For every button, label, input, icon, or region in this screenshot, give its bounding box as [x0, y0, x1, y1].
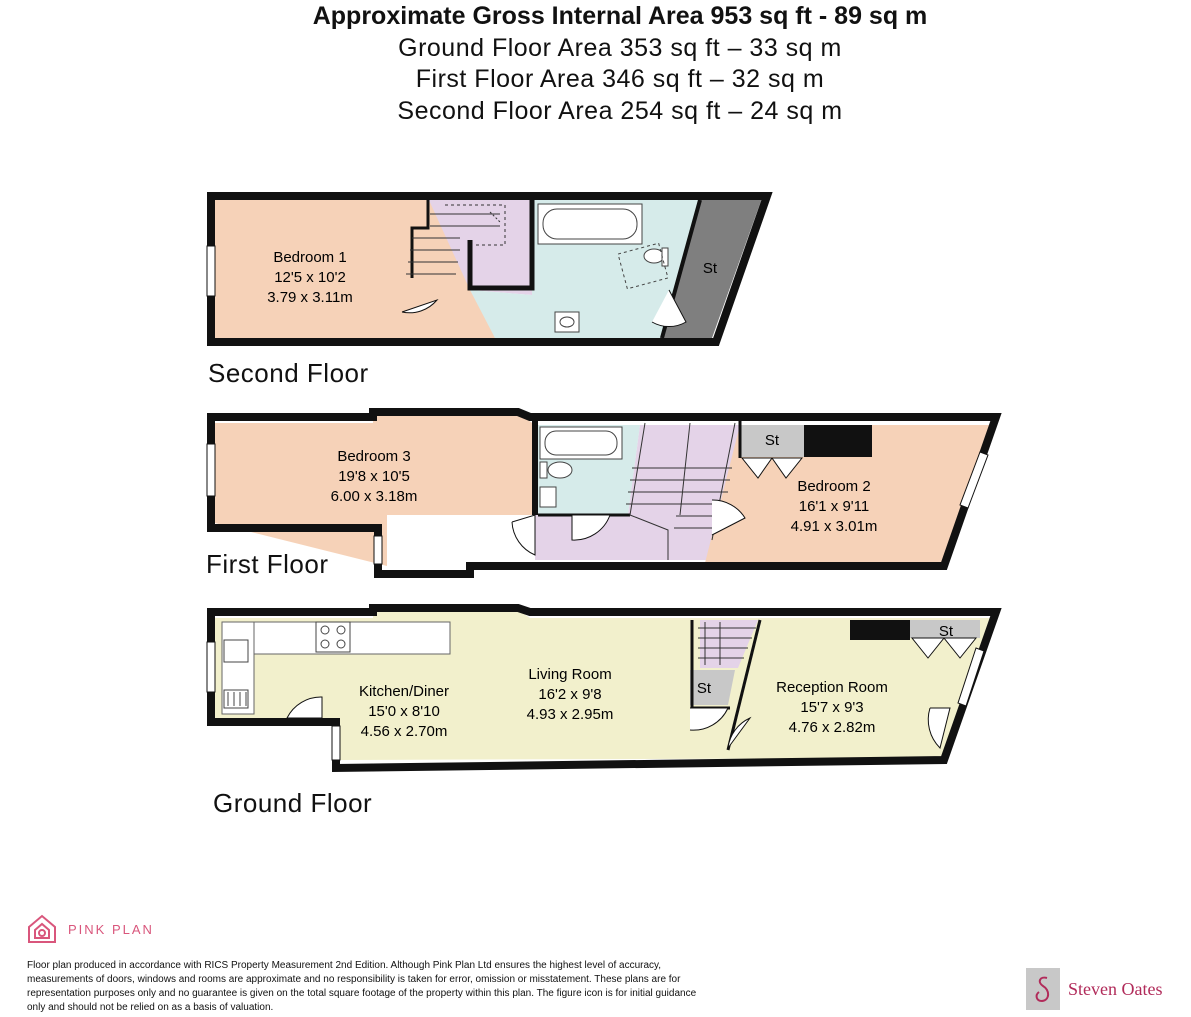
first-floor-basin-icon [540, 487, 556, 507]
ground-floor-area: Ground Floor Area 353 sq ft – 33 sq m [398, 34, 842, 62]
kitchen-metric: 4.56 x 2.70m [360, 723, 448, 740]
second-floor-plan [207, 196, 767, 342]
agent-mark-icon [1026, 968, 1060, 1010]
kitchen-imperial: 15'0 x 8'10 [368, 703, 440, 720]
second-floor-area: Second Floor Area 254 sq ft – 24 sq m [397, 97, 843, 125]
first-floor-chimney [804, 425, 872, 457]
window-kitchen [207, 642, 215, 692]
bedroom-3-imperial: 19'8 x 10'5 [338, 468, 410, 485]
reception-store-label: St [938, 623, 954, 640]
bedroom-1-imperial: 12'5 x 10'2 [274, 269, 346, 286]
second-floor-store-label: St [702, 260, 718, 277]
gross-area-title: Approximate Gross Internal Area 953 sq ft - 89 sq m [312, 2, 928, 30]
ground-floor-plan [207, 608, 996, 768]
first-floor-store-label: St [764, 432, 780, 449]
window-first-floor-bottom [374, 536, 382, 564]
second-floor-label: Second Floor [208, 358, 369, 388]
window-second-floor [207, 246, 215, 296]
ground-floor-label: Ground Floor [213, 788, 373, 818]
bedroom-2-metric: 4.91 x 3.01m [790, 518, 878, 535]
bedroom-2-name: Bedroom 2 [797, 478, 871, 495]
bedroom-3-name: Bedroom 3 [337, 448, 411, 465]
hob-icon [316, 622, 350, 652]
living-name: Living Room [528, 666, 612, 683]
living-imperial: 16'2 x 9'8 [538, 686, 602, 703]
window-kitchen-bottom [332, 726, 340, 760]
under-stairs-store-label: St [696, 680, 712, 697]
pink-plan-logo [26, 913, 154, 945]
first-floor-toilet-icon [540, 462, 572, 478]
reception-imperial: 15'7 x 9'3 [800, 699, 864, 716]
living-metric: 4.93 x 2.95m [526, 706, 614, 723]
first-floor-label: First Floor [206, 549, 329, 579]
agent-logo [1026, 968, 1162, 1010]
bedroom-2-imperial: 16'1 x 9'11 [798, 498, 870, 515]
bedroom-1-metric: 3.79 x 3.11m [267, 289, 353, 306]
bedroom-1-name: Bedroom 1 [273, 249, 347, 266]
bedroom-3-metric: 6.00 x 3.18m [330, 488, 418, 505]
ground-floor-chimney [850, 620, 910, 640]
window-bedroom-3 [207, 444, 215, 496]
kitchen-name: Kitchen/Diner [358, 683, 450, 700]
agent-name: Steven Oates [1068, 978, 1163, 999]
pink-plan-brand: PINK PLAN [68, 921, 154, 937]
door-bedroom-3 [512, 515, 535, 555]
first-floor-area: First Floor Area 346 sq ft – 32 sq m [415, 65, 825, 93]
house-icon [26, 913, 58, 945]
reception-metric: 4.76 x 2.82m [788, 719, 876, 736]
reception-name: Reception Room [776, 679, 888, 696]
disclaimer-text: Floor plan produced in accordance with RICS Property Measurement 2nd Edition. Although Pink Plan Ltd ensures the highest level of accuracy, measurements of doors, windows and rooms are approximate and no responsibility is taken for error, omission or misstatement. These plans are for representation purposes only and no guarantee is given on the total square footage of the property within this plan. The figure icon is for initial guidance only and should not be relied on as a basis of valuation. [27, 960, 697, 1013]
